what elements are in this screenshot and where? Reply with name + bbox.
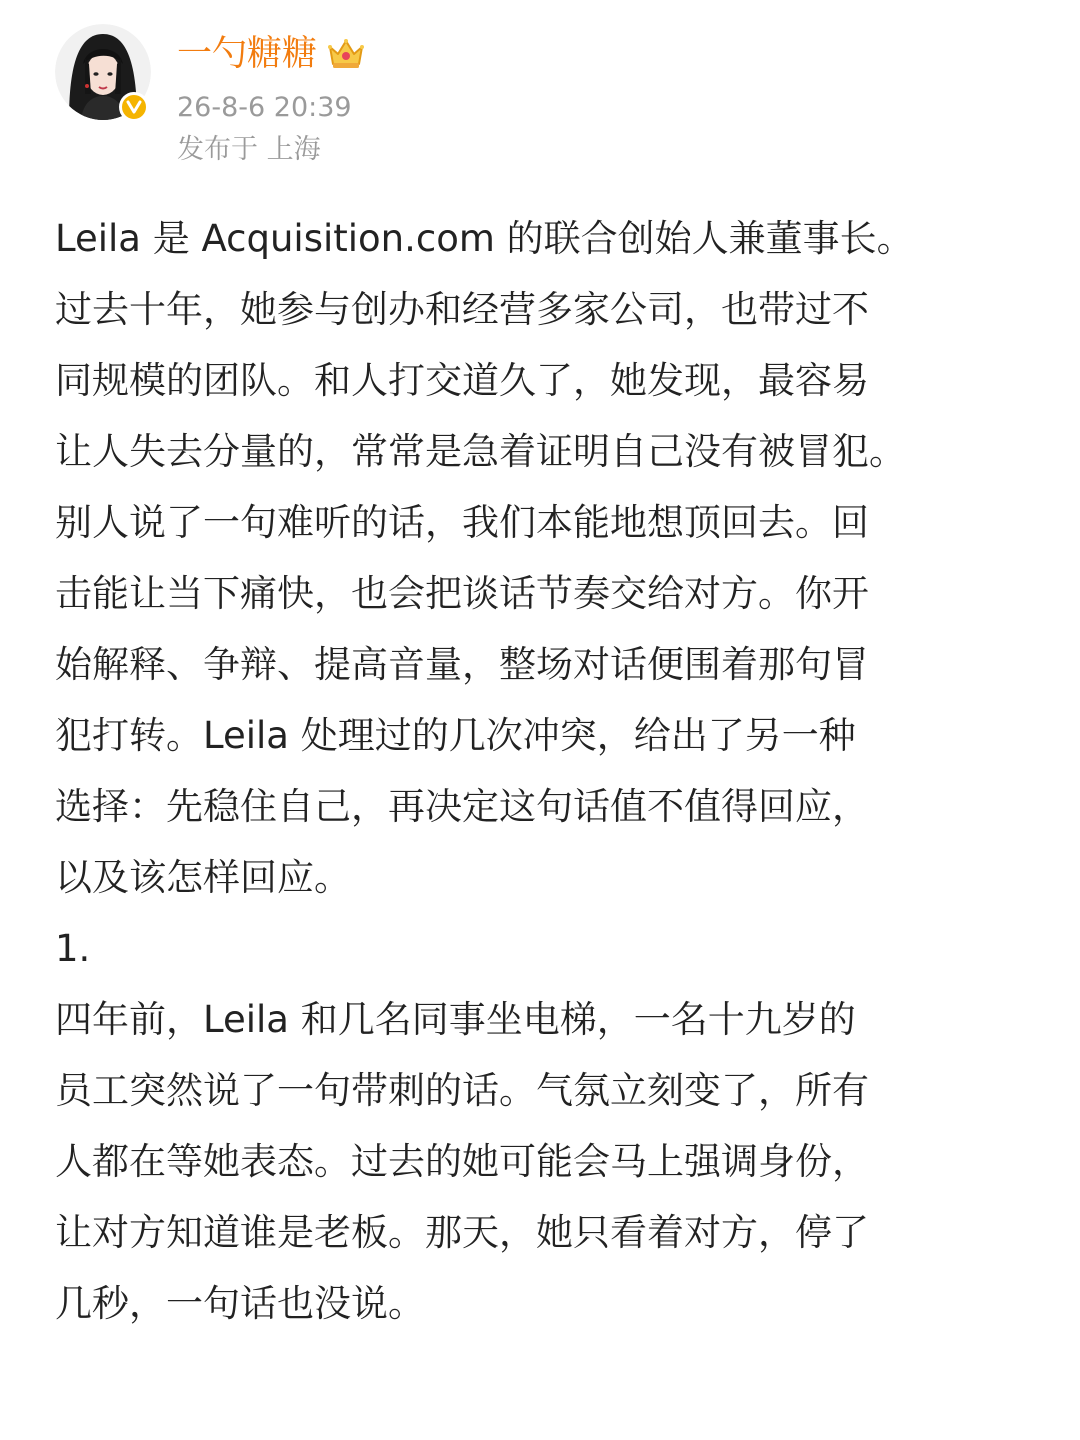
body-line: 选择：先稳住自己，再决定这句话值不值得回应，	[55, 785, 869, 828]
body-line: 人都在等她表态。过去的她可能会马上强调身份，	[55, 1140, 869, 1183]
crown-icon[interactable]	[327, 37, 365, 71]
body-line: 让人失去分量的，常常是急着证明自己没有被冒犯。	[55, 430, 906, 473]
body-line: 以及该怎样回应。	[55, 856, 351, 899]
body-line: 犯打转。Leila 处理过的几次冲突，给出了另一种	[55, 714, 856, 757]
post-header	[55, 24, 1035, 174]
post-location: 发布于 上海	[177, 134, 321, 165]
post-timestamp: 26-8-6 20:39	[177, 92, 352, 123]
body-line: 同规模的团队。和人打交道久了，她发现，最容易	[55, 359, 869, 402]
body-line: 过去十年，她参与创办和经营多家公司，也带过不	[55, 288, 869, 331]
body-line: 几秒，一句话也没说。	[55, 1282, 425, 1325]
post-body	[55, 203, 1045, 1339]
username-row	[177, 30, 365, 78]
body-line: 别人说了一句难听的话，我们本能地想顶回去。回	[55, 501, 869, 544]
body-line: 员工突然说了一句带刺的话。气氛立刻变了，所有	[55, 1069, 869, 1112]
body-line: Leila 是 Acquisition.com 的联合创始人兼董事长。	[55, 217, 914, 260]
verified-badge-icon	[119, 92, 149, 122]
body-line: 击能让当下痛快，也会把谈话节奏交给对方。你开	[55, 572, 869, 615]
author-name[interactable]: 一勺糖糖	[177, 34, 318, 74]
body-line: 让对方知道谁是老板。那天，她只看着对方，停了	[55, 1211, 869, 1254]
body-line: 始解释、争辩、提高音量，整场对话便围着那句冒	[55, 643, 869, 686]
section-number: 1.	[55, 927, 91, 970]
body-line: 四年前，Leila 和几名同事坐电梯，一名十九岁的	[55, 998, 856, 1041]
